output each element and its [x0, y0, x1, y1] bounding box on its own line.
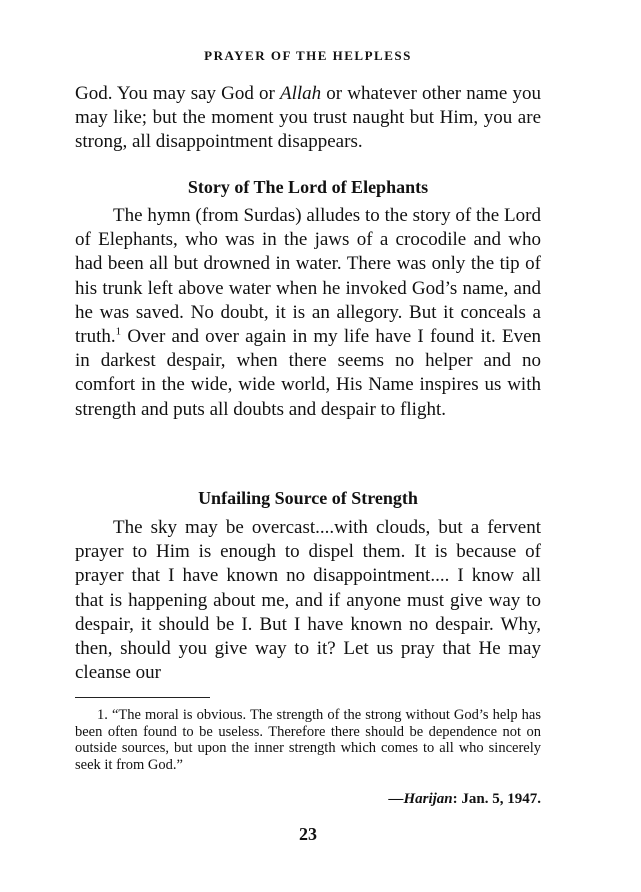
section-heading-strength: Unfailing Source of Strength	[198, 488, 418, 508]
footnote: 1. “The moral is obvious. The strength of the strong without God’s help has been often found to be useless. Therefore there should be dependence not on outside sources, but upon the inner strength which comes to all who sincerely seek it from God.”	[75, 707, 541, 773]
italic-word: Allah	[280, 83, 322, 104]
paragraph-continuation	[75, 82, 541, 155]
page-number: 23	[299, 824, 317, 844]
citation-source: —Harijan	[388, 791, 453, 807]
paragraph-text: Over and over again in my life have I found it. Even in darkest despair, when there seems no helper and no comfort in the wide, wide world, His Name inspires us with strength and puts all doubts and despair to flight.	[75, 326, 541, 420]
paragraph-text: or whatever other name you may like; but the moment you trust naught but Him, you are strong, all disappointment disappears.	[75, 83, 541, 153]
footnote-reference: 1	[115, 325, 122, 338]
paragraph-elephants	[75, 204, 541, 422]
paragraph-text: God. You may say God or	[75, 83, 280, 104]
citation-date: : Jan. 5, 1947.	[452, 791, 541, 807]
section-heading-elephants: Story of The Lord of Elephants	[187, 177, 429, 197]
footnote-rule	[75, 697, 210, 698]
footnote-citation	[388, 791, 541, 808]
running-head: PRAYER OF THE HELPLESS	[204, 48, 412, 63]
paragraph-strength: The sky may be overcast....with clouds, but a fervent prayer to Him is enough to dispel them. It is because of prayer that I have known no disappointment.... I know all that is happening about me, and if anyone must give way to despair, it should be I. But I have known no despair. Why, then, should you give way to it? Let us pray that He may cleanse our	[75, 517, 541, 684]
paragraph-text: The hymn (from Surdas) alludes to the story of the Lord of Elephants, who was in the jaws of a crocodile and who had been all but drowned in water. There was only the tip of his trunk left above water when he invoked God’s name, and he was saved. No doubt, it is an allegory. But it conceals a truth.	[75, 205, 541, 348]
